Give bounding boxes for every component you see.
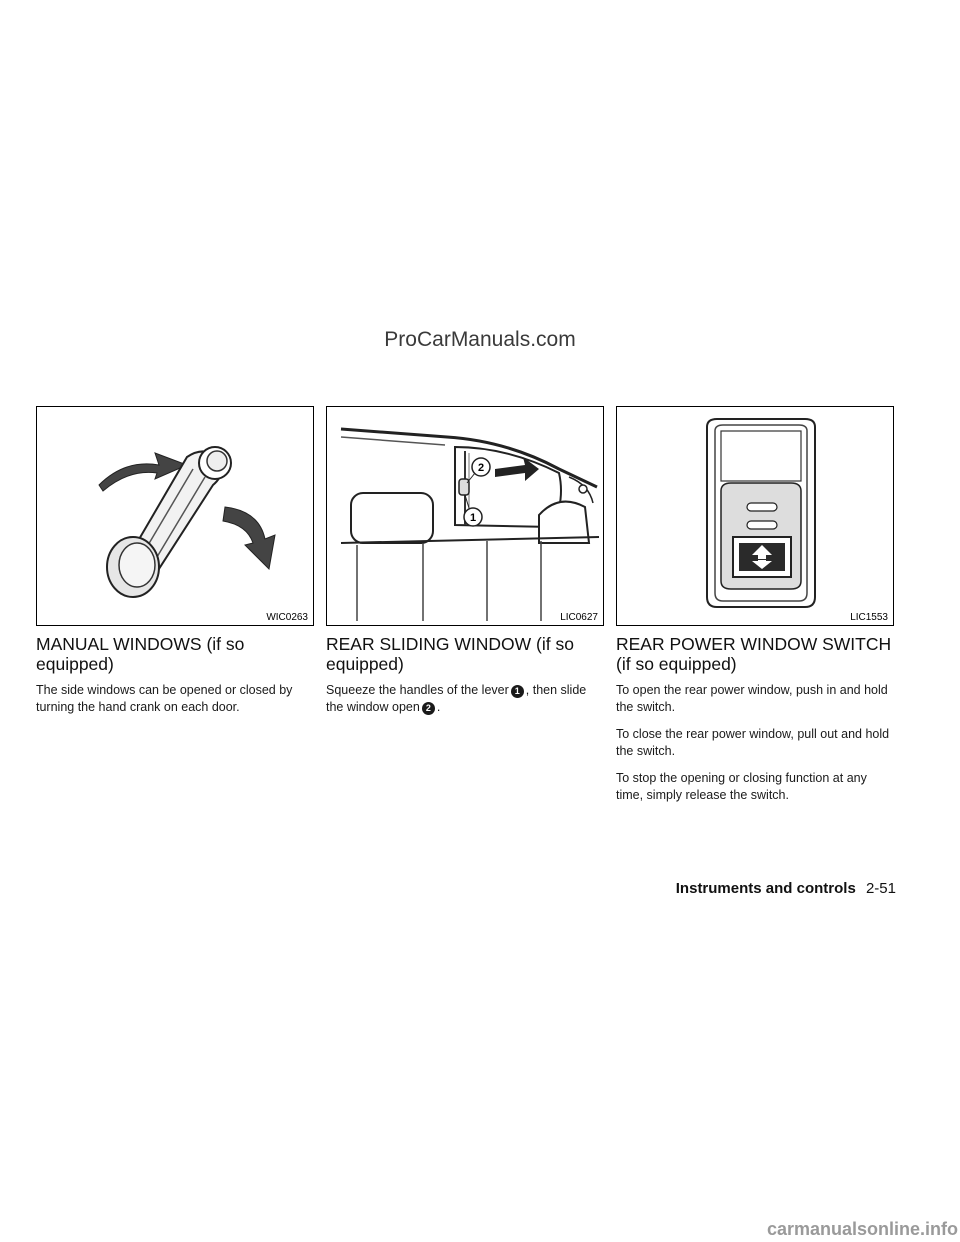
watermark-bottom: carmanualsonline.info [766,1219,958,1239]
section-heading: REAR POWER WINDOW SWITCH (if so equipped) [616,634,892,674]
power-switch-illustration [617,407,895,627]
section-rear-power-window-switch [616,406,896,814]
footer-section-title: Instruments and controls [675,880,856,897]
callout-2: 2 [477,462,485,474]
figure-code: LIC0627 [560,612,598,623]
figure-code: LIC1553 [850,612,888,623]
section-paragraph: To close the rear power window, pull out and hold the switch. [616,727,890,758]
figure-code: WIC0263 [266,612,308,623]
section-heading: REAR SLIDING WINDOW (if so equipped) [326,634,574,674]
para-text-c: . [436,700,441,714]
section-rear-sliding-window [326,406,606,726]
page-footer [676,880,896,897]
section-heading: MANUAL WINDOWS (if so equipped) [36,634,245,674]
section-paragraph: The side windows can be opened or closed by turning the hand crank on each door. [36,683,293,714]
section-paragraph: To open the rear power window, push in and hold the switch. [616,683,888,714]
para-text-b: , then slide the window open [326,683,587,714]
figure-sliding-window [326,406,604,626]
hand-crank-illustration [37,407,315,627]
section-paragraph: To stop the opening or closing function at any time, simply release the switch. [616,771,867,802]
sliding-window-illustration [327,407,605,627]
section-manual-windows [36,406,316,726]
callout-1: 1 [469,512,477,524]
callout-number-1: 1 [511,685,524,698]
watermark-top: ProCarManuals.com [384,328,576,351]
para-text-a: Squeeze the handles of the lever [326,683,509,697]
figure-hand-crank [36,406,314,626]
page-number: 2-51 [865,880,896,897]
callout-number-2: 2 [422,702,435,715]
figure-power-switch [616,406,894,626]
section-paragraph [326,682,606,716]
